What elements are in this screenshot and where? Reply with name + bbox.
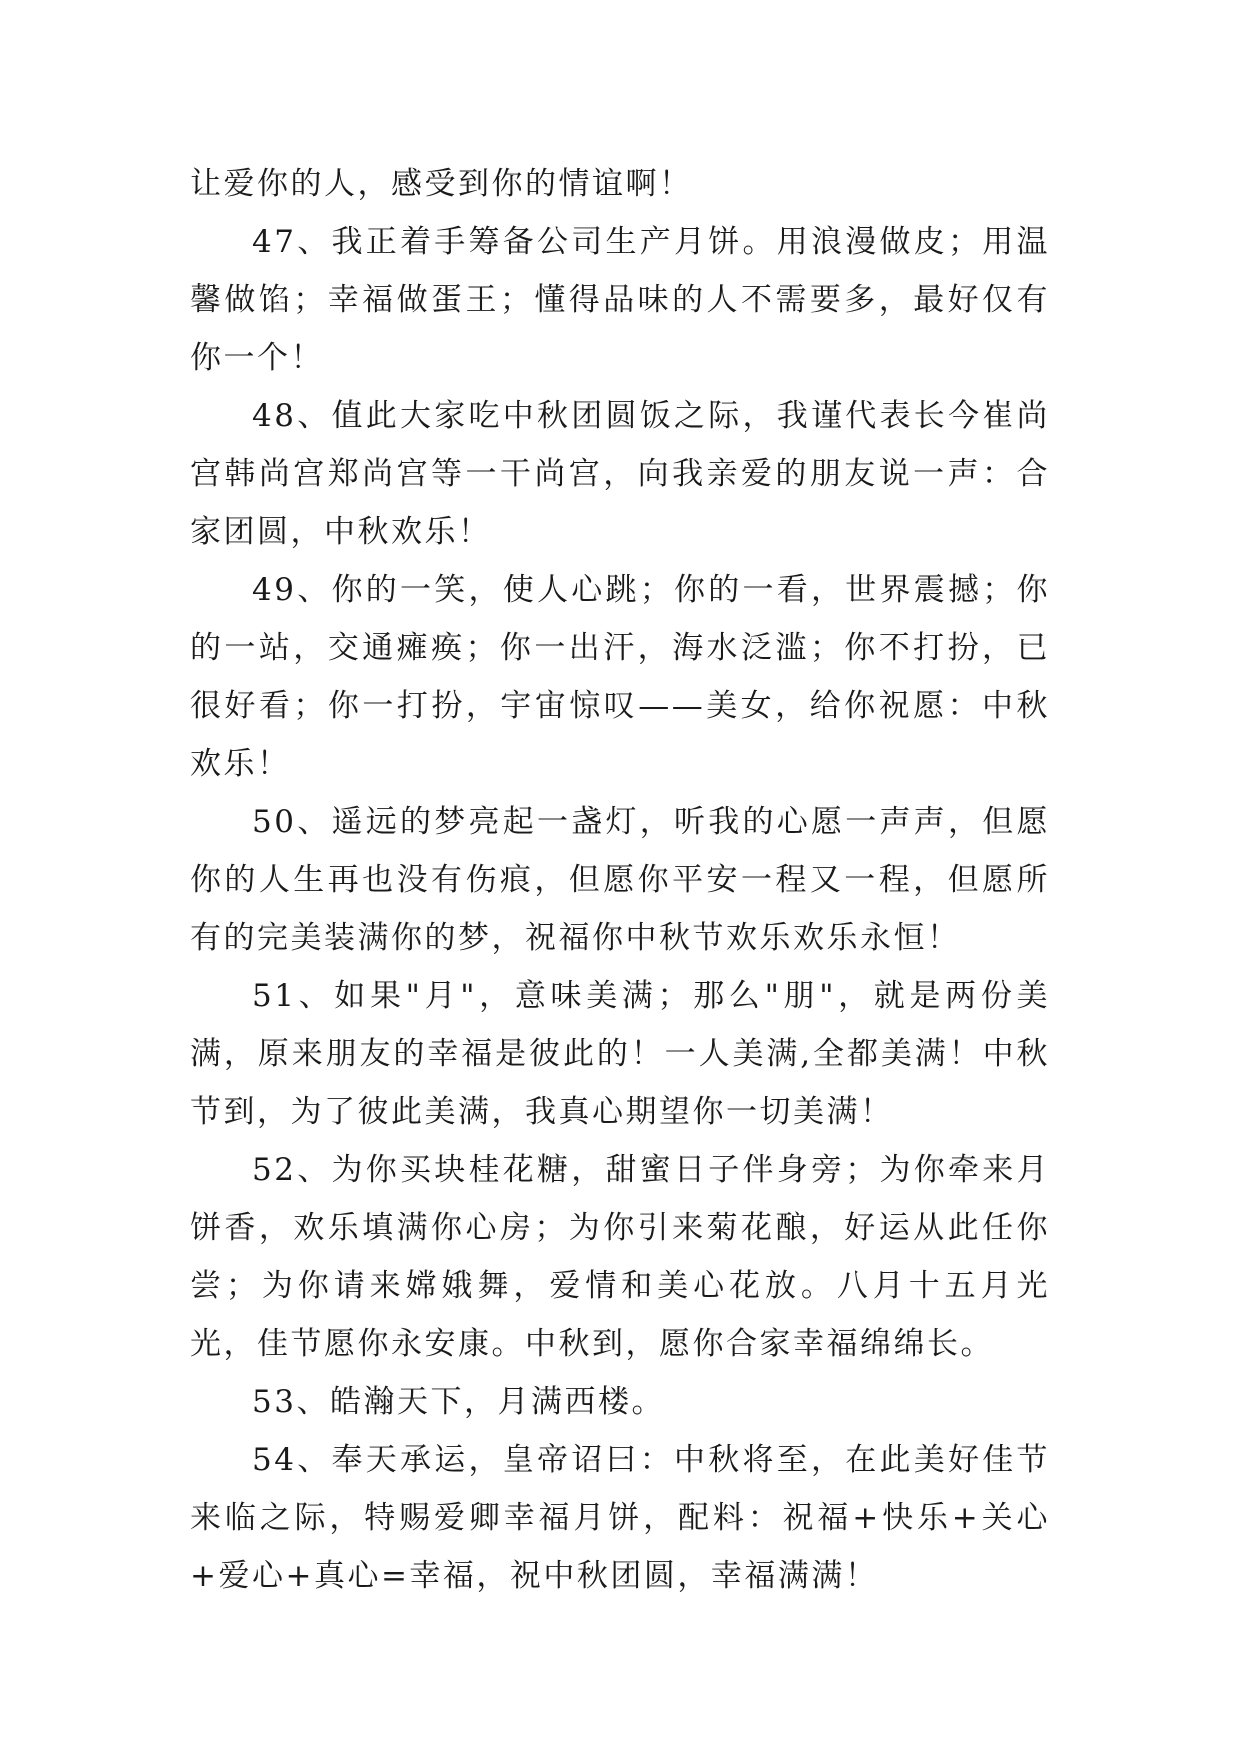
paragraph-47: 47、我正着手筹备公司生产月饼。用浪漫做皮；用温馨做馅；幸福做蛋王；懂得品味的人不需要多，最好仅有你一个！ [190,224,1050,376]
document-body [190,155,1050,1605]
paragraph-50: 50、遥远的梦亮起一盏灯，听我的心愿一声声，但愿你的人生再也没有伤痕，但愿你平安一程又一程，但愿所有的完美装满你的梦，祝福你中秋节欢乐欢乐永恒！ [190,804,1050,956]
paragraph-52: 52、为你买块桂花糖，甜蜜日子伴身旁；为你牵来月饼香，欢乐填满你心房；为你引来菊花酿，好运从此任你尝；为你请来嫦娥舞，爱情和美心花放。八月十五月光光，佳节愿你永安康。中秋到，愿你合家幸福绵绵长。 [190,1152,1050,1362]
paragraph-53: 53、皓瀚天下，月满西楼。 [252,1384,665,1420]
paragraph-continuation: 让爱你的人，感受到你的情谊啊！ [190,166,693,202]
paragraph-54: 54、奉天承运，皇帝诏曰：中秋将至，在此美好佳节来临之际，特赐爱卿幸福月饼，配料：祝福+快乐+关心+爱心+真心=幸福，祝中秋团圆，幸福满满！ [190,1442,1050,1594]
paragraph-48: 48、值此大家吃中秋团圆饭之际，我谨代表长今崔尚宫韩尚宫郑尚宫等一干尚宫，向我亲爱的朋友说一声：合家团圆，中秋欢乐！ [190,398,1050,550]
paragraph-51: 51、如果"月"，意味美满；那么"朋"，就是两份美满，原来朋友的幸福是彼此的！一人美满,全都美满！中秋节到，为了彼此美满，我真心期望你一切美满！ [190,978,1050,1130]
paragraph-49: 49、你的一笑，使人心跳；你的一看，世界震撼；你的一站，交通瘫痪；你一出汗，海水泛滥；你不打扮，已很好看；你一打扮，宇宙惊叹——美女，给你祝愿：中秋欢乐！ [190,572,1050,782]
